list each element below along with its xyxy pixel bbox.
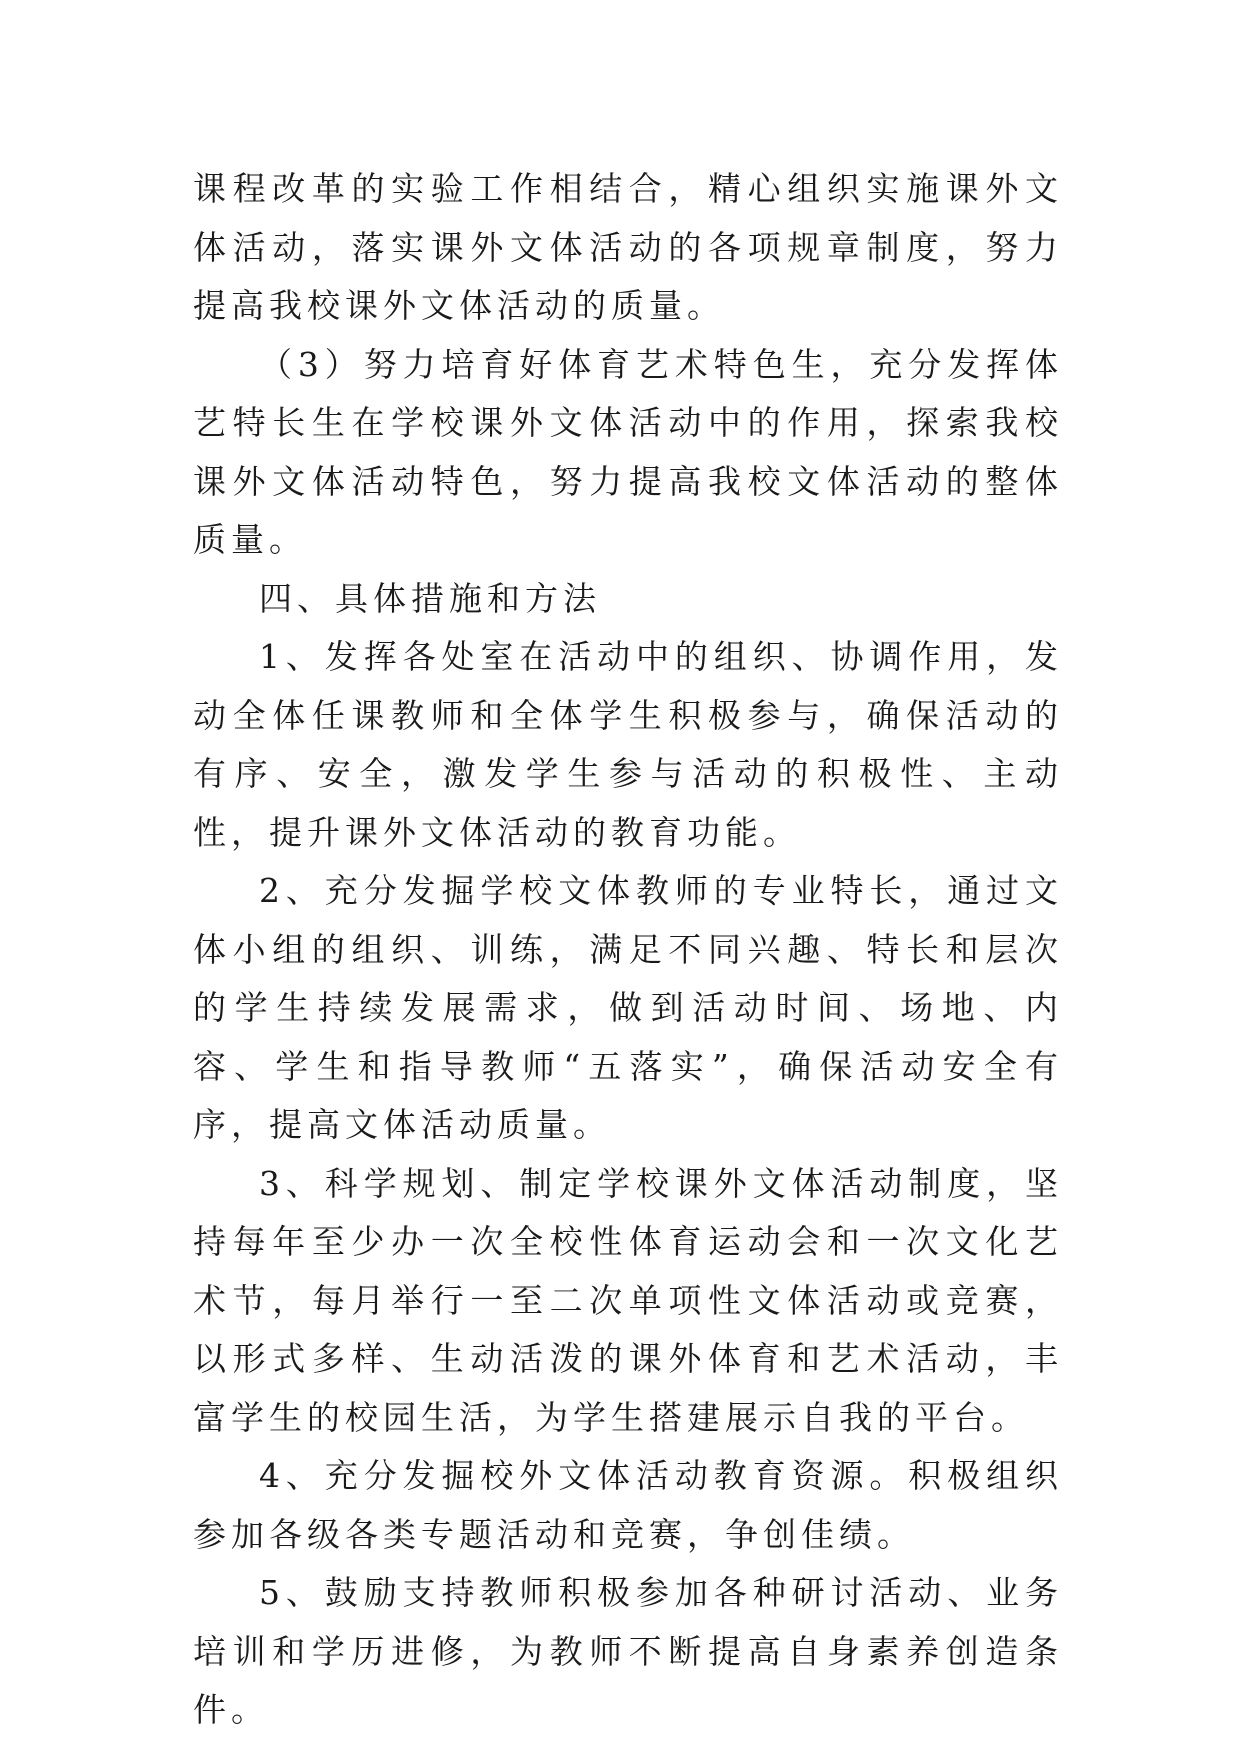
paragraph-measure-2: 2、充分发掘学校文体教师的专业特长，通过文体小组的组织、训练，满足不同兴趣、特长和层次的学生持续发展需求，做到活动时间、场地、内容、学生和指导教师“五落实”，确保活动安全有序，提高文体活动质量。	[193, 871, 1063, 1144]
paragraph-measure-5: 5、鼓励支持教师积极参加各种研讨活动、业务培训和学历进修，为教师不断提高自身素养创造条件。	[193, 1573, 1063, 1729]
paragraph-measure-3: 3、科学规划、制定学校课外文体活动制度，坚持每年至少办一次全校性体育运动会和一次文化艺术节，每月举行一至二次单项性文体活动或竞赛，以形式多样、生动活泼的课外体育和艺术活动，丰富学生的校园生活，为学生搭建展示自我的平台。	[193, 1163, 1063, 1437]
paragraph-goal-3: （3）努力培育好体育艺术特色生，充分发挥体艺特长生在学校课外文体活动中的作用，探索我校课外文体活动特色，努力提高我校文体活动的整体质量。	[193, 344, 1063, 559]
section-heading-measures: 四、具体措施和方法	[259, 578, 601, 618]
paragraph-measure-1: 1、发挥各处室在活动中的组织、协调作用，发动全体任课教师和全体学生积极参与，确保活动的有序、安全，激发学生参与活动的积极性、主动性，提升课外文体活动的教育功能。	[193, 637, 1063, 852]
document-body	[193, 160, 1063, 1740]
paragraph-continuation: 课程改革的实验工作相结合，精心组织实施课外文体活动，落实课外文体活动的各项规章制度，努力提高我校课外文体活动的质量。	[193, 169, 1063, 325]
paragraph-measure-4: 4、充分发掘校外文体活动教育资源。积极组织参加各级各类专题活动和竞赛，争创佳绩。	[193, 1456, 1063, 1554]
